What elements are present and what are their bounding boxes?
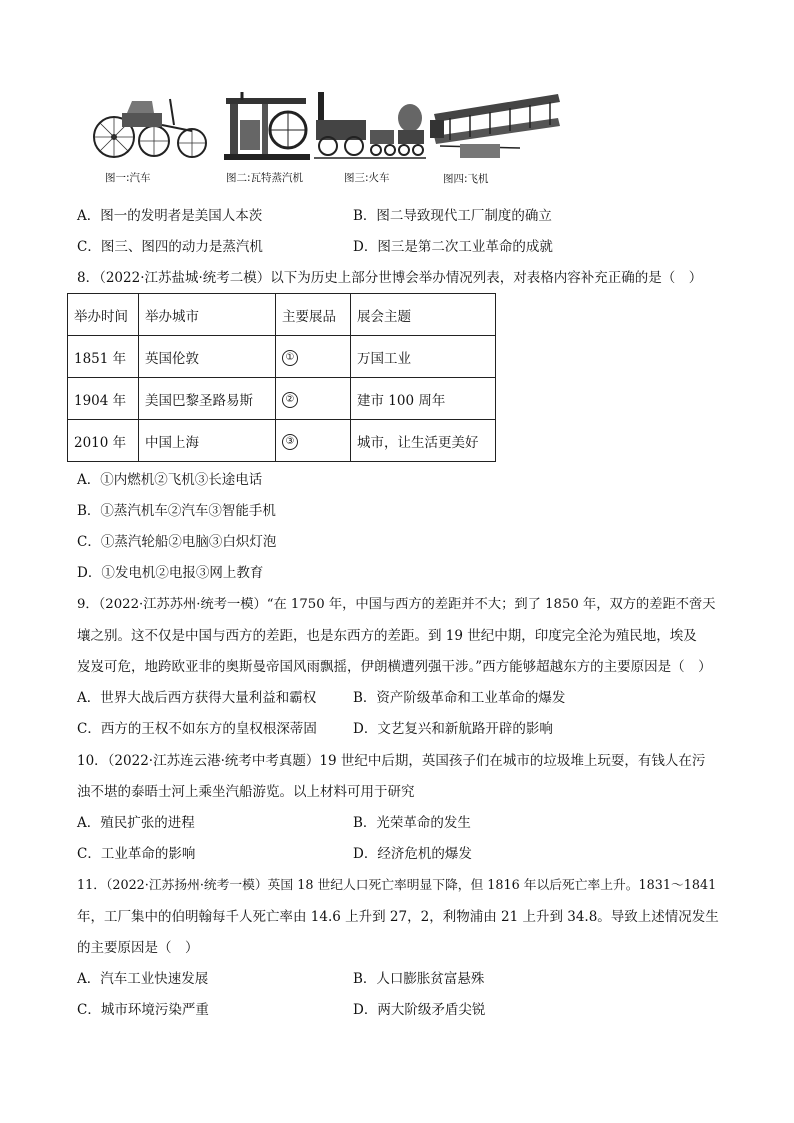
table-header: 主要展品 — [276, 294, 351, 336]
table-cell: 中国上海 — [139, 420, 276, 462]
q8-option-c: C．①蒸汽轮船②电脑③白炽灯泡 — [77, 534, 277, 550]
figure-caption-steam-engine: 图二:瓦特蒸汽机 — [226, 172, 304, 184]
table-cell: 美国巴黎圣路易斯 — [139, 378, 276, 420]
q10-option-b: B．光荣革命的发生 — [353, 815, 471, 831]
q9-option-c: C．西方的王权不如东方的皇权根深蒂固 — [77, 721, 317, 737]
q7-option-c: C．图三、图四的动力是蒸汽机 — [77, 239, 263, 255]
q11-stem-line-2: 年，工厂集中的伯明翰每千人死亡率由 14.6 上升到 27，2，利物浦由 21 上升到 34.8。导致上述情况发生 — [77, 909, 719, 925]
table-header-row — [68, 294, 496, 336]
q7-option-a: A．图一的发明者是美国人本茨 — [77, 208, 263, 224]
q7-option-d: D．图三是第二次工业革命的成就 — [353, 239, 553, 255]
q8-option-b: B．①蒸汽机车②汽车③智能手机 — [77, 503, 276, 519]
q9-option-d: D．文艺复兴和新航路开辟的影响 — [353, 721, 553, 737]
q10-option-a: A．殖民扩张的进程 — [77, 815, 195, 831]
q11-stem-line-3: 的主要原因是（ ） — [77, 940, 199, 956]
q11-option-c: C．城市环境污染严重 — [77, 1002, 209, 1018]
table-row — [68, 420, 496, 462]
q10-option-d: D．经济危机的爆发 — [353, 846, 472, 862]
table-cell: 城市，让生活更美好 — [351, 420, 496, 462]
figure-caption-train: 图三:火车 — [344, 172, 390, 184]
numbered-circle: ① — [282, 350, 298, 366]
q10-stem-line-1: 10．（2022·江苏连云港·统考中考真题）19 世纪中后期，英国孩子们在城市的垃圾堆上玩耍，有钱人在污 — [77, 753, 706, 769]
q11-option-d: D．两大阶级矛盾尖锐 — [353, 1002, 486, 1018]
steam-engine-image — [222, 90, 312, 162]
q8-option-a: A．①内燃机②飞机③长途电话 — [77, 472, 263, 488]
q9-option-a: A．世界大战后西方获得大量利益和霸权 — [77, 690, 317, 706]
numbered-circle: ② — [282, 392, 298, 408]
airplane-image — [430, 88, 562, 162]
table-cell: 英国伦敦 — [139, 336, 276, 378]
table-row — [68, 378, 496, 420]
expo-table — [67, 293, 496, 462]
table-cell: 1851 年 — [68, 336, 139, 378]
table-row — [68, 336, 496, 378]
numbered-circle: ③ — [282, 434, 298, 450]
table-cell — [276, 336, 351, 378]
q8-stem: 8．（2022·江苏盐城·统考二模）以下为历史上部分世博会举办情况列表，对表格内容补充正确的是（ ） — [77, 270, 703, 286]
q9-stem-line-1: 9．（2022·江苏苏州·统考一模）“在 1750 年，中国与西方的差距并不大；到了 1850 年，双方的差距不啻天 — [77, 597, 716, 612]
train-image — [314, 90, 426, 162]
table-cell: 建市 100 周年 — [351, 378, 496, 420]
table-cell: 2010 年 — [68, 420, 139, 462]
car-image — [92, 95, 212, 163]
q9-stem-line-2: 壤之别。这不仅是中国与西方的差距，也是东西方的差距。到 19 世纪中期，印度完全沦为殖民地，埃及 — [77, 628, 697, 644]
q11-stem-line-1: 11．（2022·江苏扬州·统考一模）英国 18 世纪人口死亡率明显下降，但 1816 年以后死亡率上升。1831～1841 — [77, 878, 717, 893]
table-header: 展会主题 — [351, 294, 496, 336]
table-header: 举办时间 — [68, 294, 139, 336]
q8-option-d: D．①发电机②电报③网上教育 — [77, 565, 264, 581]
table-cell: 1904 年 — [68, 378, 139, 420]
q11-option-b: B．人口膨胀贫富悬殊 — [353, 971, 485, 987]
q10-stem-line-2: 浊不堪的泰晤士河上乘坐汽船游览。以上材料可用于研究 — [77, 784, 415, 800]
q10-option-c: C．工业革命的影响 — [77, 846, 196, 862]
q9-stem-line-3: 岌岌可危，地跨欧亚非的奥斯曼帝国风雨飘摇，伊朗横遭列强干涉。”西方能够超越东方的主要原因是（ ） — [77, 659, 712, 675]
figure-caption-airplane: 图四:飞机 — [443, 173, 489, 185]
q7-option-b: B．图二导致现代工厂制度的确立 — [353, 208, 552, 224]
figure-caption-car: 图一:汽车 — [105, 172, 151, 184]
table-header: 举办城市 — [139, 294, 276, 336]
table-cell — [276, 420, 351, 462]
table-cell — [276, 378, 351, 420]
q9-option-b: B．资产阶级革命和工业革命的爆发 — [353, 690, 566, 706]
q11-option-a: A．汽车工业快速发展 — [77, 971, 209, 987]
table-cell: 万国工业 — [351, 336, 496, 378]
